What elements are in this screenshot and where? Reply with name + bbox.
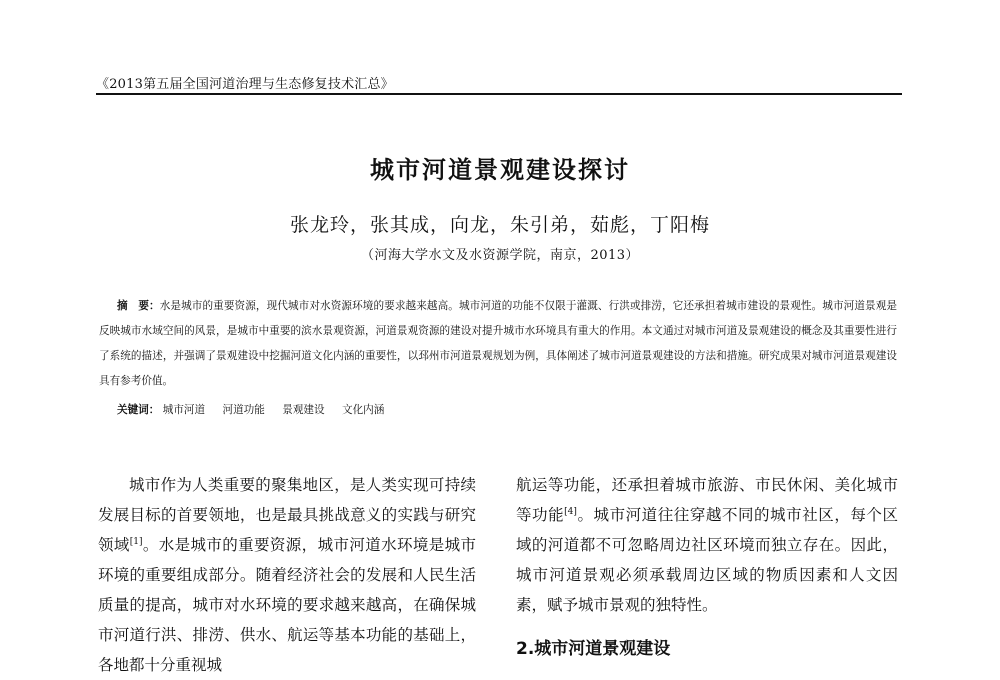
paragraph-text: 。城市河道往往穿越不同的城市社区，每个区域的河道都不可忽略周边社区环境而独立存在。因此，城市河道景观必须承载周边区域的物质因素和人文因素，赋予城市景观的独特性。 — [516, 506, 898, 614]
paragraph-text: 。水是城市的重要资源，城市河道水环境是城市环境的重要组成部分。随着经济社会的发展和人民生活质量的提高，城市对水环境的要求越来越高，在确保城市河道行洪、排涝、供水、航运等基本功能的基础上，各地都十分重视城 — [98, 536, 476, 674]
keywords-label: 关键词： — [117, 404, 160, 416]
abstract-text: 水是城市的重要资源，现代城市对水资源环境的要求越来越高。城市河道的功能不仅限于灌溉、行洪或排涝，它还承担着城市建设的景观性。城市河道景观是反映城市水域空间的风景，是城市中重要的滨水景观资源，河道景观资源的建设对提升城市水环境具有重大的作用。本文通过对城市河道及景观建设的概念及其重要性进行了系统的描述，并强调了景观建设中挖掘河道文化内涵的重要性，以邳州市河道景观规划为例，具体阐述了城市河道景观建设的方法和措施。研究成果对城市河道景观建设具有参考价值。 — [99, 300, 897, 387]
body-paragraph — [516, 470, 898, 620]
paragraph-text: 航运等功能，还承担着城市旅游、市民休闲、美化城市等功能 — [516, 476, 898, 524]
citation-ref: [1] — [129, 536, 143, 547]
running-head: 《2013第五届全国河道治理与生态修复技术汇总》 — [96, 77, 394, 92]
abstract-label: 摘 要： — [117, 300, 160, 312]
keywords — [117, 402, 897, 417]
keyword-item: 文化内涵 — [342, 404, 385, 416]
header-rule — [96, 93, 902, 95]
body-paragraph — [98, 470, 476, 680]
body-column-right — [516, 470, 898, 664]
keyword-item: 景观建设 — [282, 404, 325, 416]
citation-ref: [4] — [564, 506, 577, 517]
abstract — [99, 294, 897, 394]
paragraph-text: 城市作为人类重要的聚集地区，是人类实现可持续发展目标的首要领地，也是最具挑战意义的实践与研究领域 — [98, 476, 476, 554]
affiliation: （河海大学水文及水资源学院，南京，2013） — [360, 248, 640, 263]
section-heading: 2.城市河道景观建设 — [516, 639, 671, 659]
article-title: 城市河道景观建设探讨 — [370, 156, 630, 184]
keyword-item: 城市河道 — [162, 404, 206, 416]
keyword-item: 河道功能 — [222, 404, 265, 416]
author-list: 张龙玲，张其成，向龙，朱引弟，茹彪，丁阳梅 — [289, 214, 710, 236]
body-column-left — [98, 470, 476, 680]
